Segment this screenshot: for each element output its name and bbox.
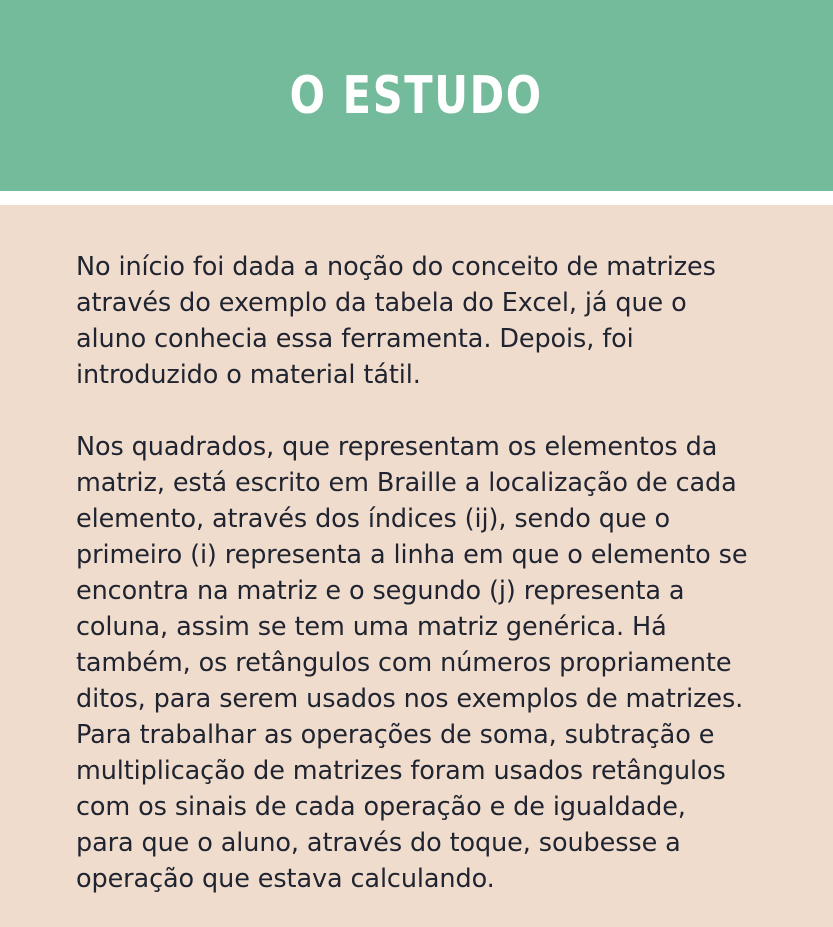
paragraph-2: Nos quadrados, que representam os elementos da matriz, está escrito em Braille a localização de cada elemento, através dos índices (ij), sendo que o primeiro (i) representa a linha em que o elemento se encontra na matriz e o segundo (j) representa a coluna, assim se tem uma matriz genérica. Há também, os retângulos com números propriamente ditos, para serem usados nos exemplos de matrizes. Para trabalhar as operações de soma, subtração e multiplicação de matrizes foram usados retângulos com os sinais de cada operação e de igualdade, para que o aluno, através do toque, soubesse a operação que estava calculando. [76,432,748,894]
page-title: O ESTUDO [289,65,544,126]
paragraph-1: No início foi dada a noção do conceito de matrizes através do exemplo da tabela do Excel, já que o aluno conhecia essa ferramenta. Depois, foi introduzido o material tátil. [76,252,716,390]
header-divider [0,191,833,205]
header-band [0,0,833,191]
body-content [0,205,833,927]
